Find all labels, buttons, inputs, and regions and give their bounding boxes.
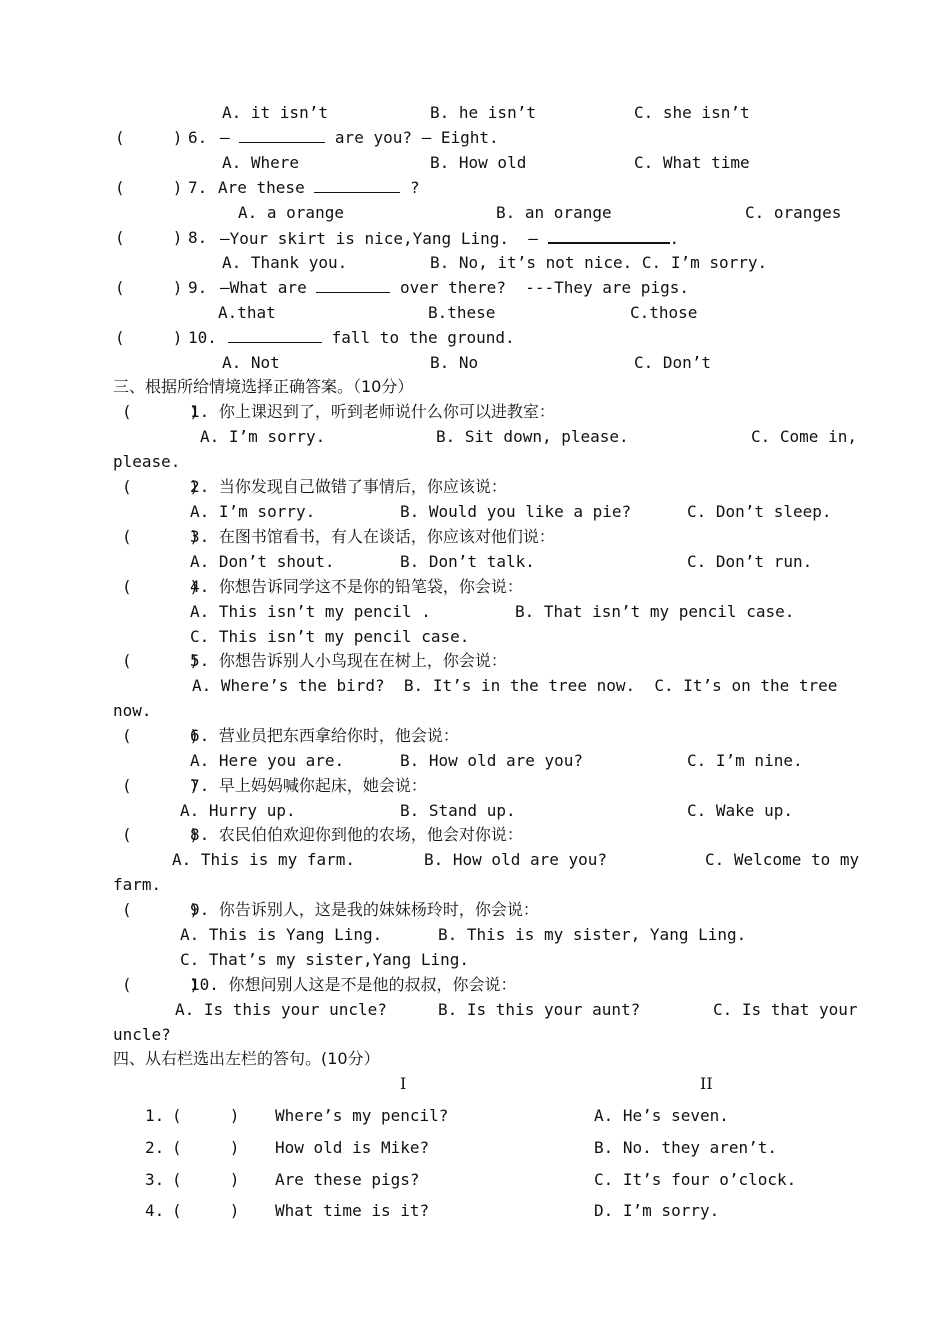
p3-q2-paren: ( ) xyxy=(122,477,200,496)
q8-option-bc: B. No, it’s not nice. C. I’m sorry. xyxy=(430,253,768,272)
p3-q2-option-a: A. I’m sorry. xyxy=(190,502,316,521)
p3-q7-option-b: B. Stand up. xyxy=(400,801,516,820)
p3-q1-option-a: A. I’m sorry. xyxy=(200,427,326,446)
q10-option-b: B. No xyxy=(430,353,479,372)
q7-option-c: C. oranges xyxy=(745,203,842,222)
p3-q4-option-b: B. That isn’t my pencil case. xyxy=(515,602,795,621)
p3-q1-option-c: C. Come in, xyxy=(751,427,857,446)
q9-option-c: C.those xyxy=(630,303,698,322)
p4-row4-paren: ( ) xyxy=(172,1201,240,1220)
p3-q6-option-a: A. Here you are. xyxy=(190,751,345,770)
p3-q1-paren: ( ) xyxy=(122,402,200,421)
q10-blank xyxy=(228,328,322,343)
q9-option-a: A.that xyxy=(218,303,276,322)
p3-q3-paren: ( ) xyxy=(122,527,200,546)
p3-q3-option-b: B. Don’t talk. xyxy=(400,552,535,571)
p4-row3-question: Are these pigs? xyxy=(275,1170,420,1189)
q6-option-c: C. What time xyxy=(634,153,750,172)
p3-q6-prompt: 6. 营业员把东西拿给你时，他会说： xyxy=(190,726,459,745)
p3-q8-paren: ( ) xyxy=(122,825,200,844)
q5-option-b: B. he isn’t xyxy=(430,103,536,122)
p3-q4-paren: ( ) xyxy=(122,577,200,596)
p4-row1-answer: A. He’s seven. xyxy=(594,1106,729,1125)
p4-row4-number: 4. xyxy=(145,1201,165,1220)
p3-q7-option-c: C. Wake up. xyxy=(687,801,793,820)
p3-q9-option-b: B. This is my sister, Yang Ling. xyxy=(438,925,747,944)
q10-option-c: C. Don’t xyxy=(634,353,712,372)
p3-q1-prompt: 1. 你上课迟到了，听到老师说什么你可以进教室： xyxy=(190,402,555,421)
q6-paren: ( ) xyxy=(115,128,183,147)
q9-stem: —What are over there? ---They are pigs. xyxy=(220,278,689,297)
p3-q1-wrap: please. xyxy=(113,452,181,471)
p4-row2-answer: B. No. they aren’t. xyxy=(594,1138,778,1157)
p3-q2-prompt: 2. 当你发现自己做错了事情后，你应该说： xyxy=(190,477,507,496)
p3-q5-paren: ( ) xyxy=(122,651,200,670)
q10-paren: ( ) xyxy=(115,328,183,347)
p3-q6-paren: ( ) xyxy=(122,726,200,745)
q5-option-a: A. it isn’t xyxy=(222,103,328,122)
p4-row3-answer: C. It’s four o’clock. xyxy=(594,1170,797,1189)
q8-option-a: A. Thank you. xyxy=(222,253,348,272)
q6-stem: — are you? — Eight. xyxy=(220,128,499,147)
q8-blank xyxy=(548,228,670,244)
p3-q8-prompt: 8. 农民伯伯欢迎你到他的农场，他会对你说： xyxy=(190,825,523,844)
p4-row3-number: 3. xyxy=(145,1170,165,1189)
p3-q9-option-c: C. That’s my sister,Yang Ling. xyxy=(180,950,469,969)
p3-q9-prompt: 9. 你告诉别人，这是我的妹妹杨玲时，你会说： xyxy=(190,900,539,919)
p4-row1-question: Where’s my pencil? xyxy=(275,1106,449,1125)
q6-blank xyxy=(239,128,325,143)
q7-option-b: B. an orange xyxy=(496,203,612,222)
p3-q10-option-c: C. Is that your xyxy=(713,1000,858,1019)
p3-q4-prompt: 4. 你想告诉同学这不是你的铅笔袋，你会说： xyxy=(190,577,523,596)
p3-q10-wrap: uncle? xyxy=(113,1025,171,1044)
q10-stem: fall to the ground. xyxy=(228,328,515,348)
p3-q10-prompt: 10. 你想问别人这是不是他的叔叔，你会说： xyxy=(190,975,517,994)
q7-stem: Are these ? xyxy=(218,178,420,197)
p4-row2-paren: ( ) xyxy=(172,1138,240,1157)
column-ii-header: II xyxy=(700,1074,713,1093)
p4-row3-paren: ( ) xyxy=(172,1170,240,1189)
p3-q4-option-c: C. This isn’t my pencil case. xyxy=(190,627,470,646)
q9-option-b: B.these xyxy=(428,303,496,322)
p3-q9-paren: ( ) xyxy=(122,900,200,919)
p4-row4-answer: D. I’m sorry. xyxy=(594,1201,720,1220)
p3-q4-option-a: A. This isn’t my pencil . xyxy=(190,602,431,621)
q8-stem: —Your skirt is nice,Yang Ling. — . xyxy=(220,229,680,248)
p3-q10-option-b: B. Is this your aunt? xyxy=(438,1000,641,1019)
part4-heading: 四、从右栏选出左栏的答句。(10分） xyxy=(113,1049,380,1068)
q10-number: 10. xyxy=(188,328,217,347)
p3-q5-options: A. Where’s the bird? B. It’s in the tree now. C. It’s on the tree xyxy=(192,676,838,695)
p3-q8-option-b: B. How old are you? xyxy=(424,850,608,869)
q9-blank xyxy=(316,278,390,293)
q6-option-a: A. Where xyxy=(222,153,300,172)
p3-q6-option-c: C. I’m nine. xyxy=(687,751,803,770)
p3-q8-wrap: farm. xyxy=(113,875,162,894)
p3-q1-option-b: B. Sit down, please. xyxy=(436,427,629,446)
q10-option-a: A. Not xyxy=(222,353,280,372)
p3-q2-option-b: B. Would you like a pie? xyxy=(400,502,632,521)
p4-row4-question: What time is it? xyxy=(275,1201,430,1220)
q7-paren: ( ) xyxy=(115,178,183,197)
p3-q8-option-a: A. This is my farm. xyxy=(172,850,356,869)
part3-heading: 三、根据所给情境选择正确答案。（10分） xyxy=(113,377,414,396)
p4-row1-paren: ( ) xyxy=(172,1106,240,1125)
q9-paren: ( ) xyxy=(115,278,183,297)
p3-q3-option-a: A. Don’t shout. xyxy=(190,552,335,571)
q7-option-a: A. a orange xyxy=(238,203,344,222)
q8-number: 8. xyxy=(188,228,208,247)
p3-q7-prompt: 7. 早上妈妈喊你起床，她会说： xyxy=(190,776,427,795)
p3-q10-option-a: A. Is this your uncle? xyxy=(175,1000,387,1019)
p3-q5-wrap: now. xyxy=(113,701,152,720)
p3-q7-option-a: A. Hurry up. xyxy=(180,801,296,820)
p4-row1-number: 1. xyxy=(145,1106,165,1125)
q8-paren: ( ) xyxy=(115,228,183,247)
p3-q6-option-b: B. How old are you? xyxy=(400,751,584,770)
p3-q9-option-a: A. This is Yang Ling. xyxy=(180,925,383,944)
p4-row2-question: How old is Mike? xyxy=(275,1138,430,1157)
q9-number: 9. xyxy=(188,278,208,297)
p3-q3-option-c: C. Don’t run. xyxy=(687,552,813,571)
q6-number: 6. xyxy=(188,128,208,147)
column-i-header: I xyxy=(400,1074,407,1093)
p3-q7-paren: ( ) xyxy=(122,776,200,795)
p3-q5-prompt: 5. 你想告诉别人小鸟现在在树上，你会说： xyxy=(190,651,507,670)
p3-q8-option-c: C. Welcome to my xyxy=(705,850,860,869)
q7-blank xyxy=(314,178,400,193)
p4-row2-number: 2. xyxy=(145,1138,165,1157)
p3-q2-option-c: C. Don’t sleep. xyxy=(687,502,832,521)
q5-option-c: C. she isn’t xyxy=(634,103,750,122)
q6-option-b: B. How old xyxy=(430,153,527,172)
p3-q10-paren: ( ) xyxy=(122,975,200,994)
p3-q3-prompt: 3. 在图书馆看书，有人在谈话，你应该对他们说： xyxy=(190,527,555,546)
q7-number: 7. xyxy=(188,178,208,197)
